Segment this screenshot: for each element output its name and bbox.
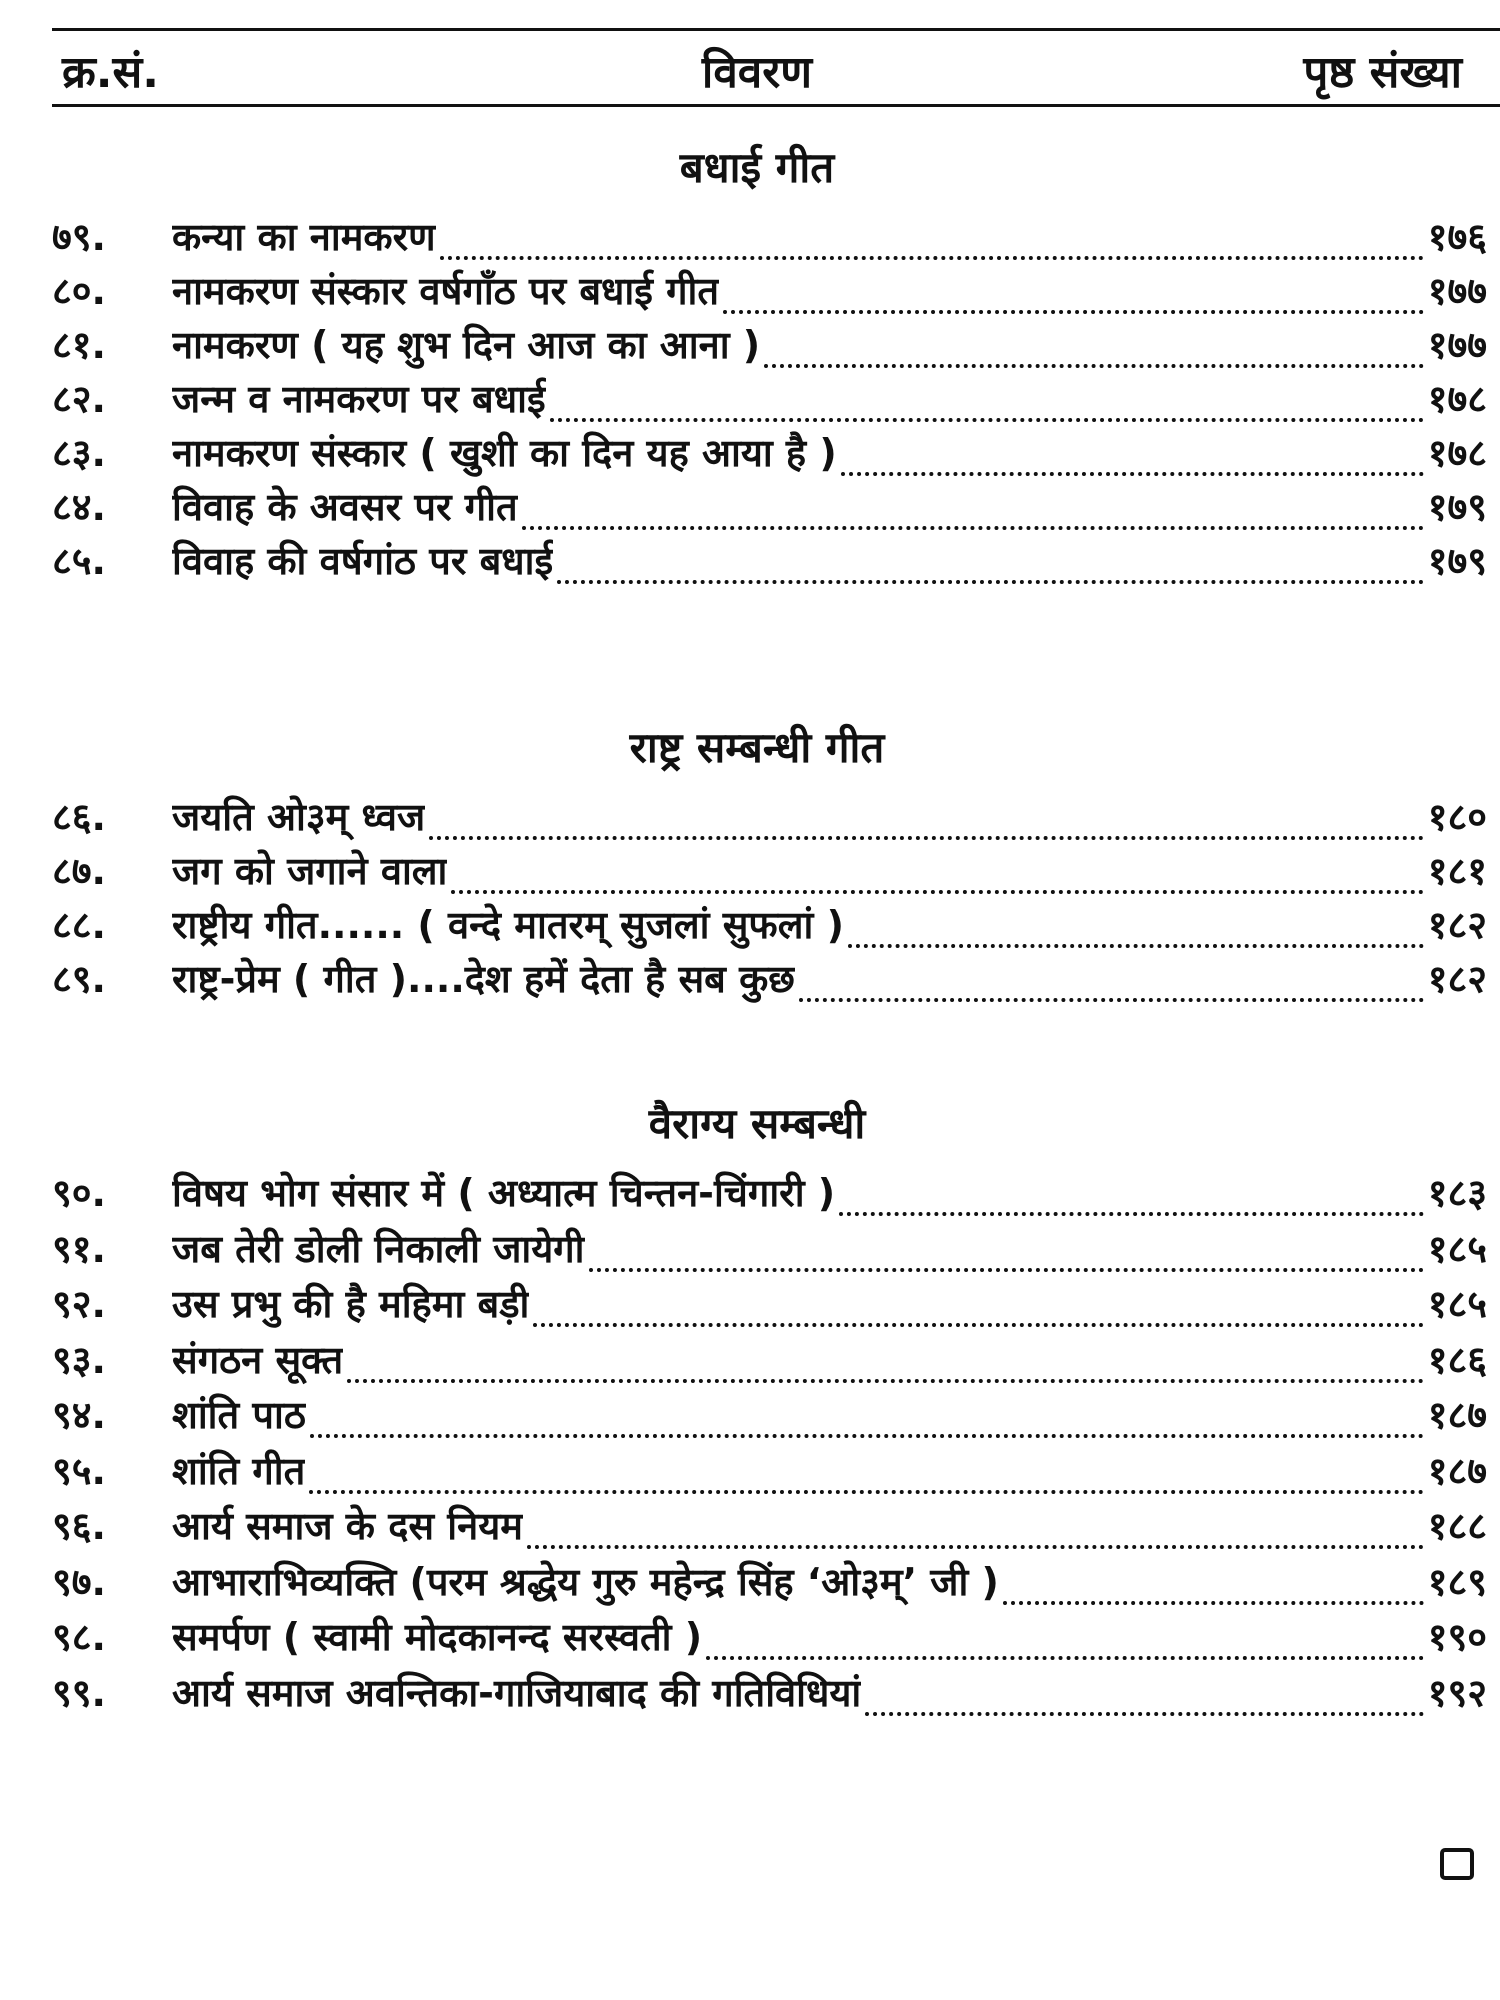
toc-entry (52, 426, 1487, 482)
entry-number: ९४. (52, 1393, 106, 1437)
entry-number: ८४. (52, 485, 106, 529)
dot-leader (1003, 1601, 1424, 1605)
dot-leader (347, 1379, 1424, 1383)
section-title: राष्ट्र सम्बन्धी गीत (629, 723, 885, 772)
entry-number: ८०. (52, 269, 106, 313)
entry-number: ८५. (52, 539, 106, 583)
toc-entry (52, 534, 1487, 590)
entry-title: शांति गीत (172, 1449, 306, 1493)
entry-page-number: १७९ (1427, 485, 1487, 529)
toc-entry (52, 210, 1487, 266)
entry-page-number: १८६ (1427, 1338, 1487, 1382)
header-page-number: पृष्ठ संख्या (1303, 47, 1462, 98)
dot-leader (589, 1268, 1424, 1272)
entry-page-number: १८७ (1427, 1449, 1487, 1493)
entry-number: ८१. (52, 323, 106, 367)
entry-title: विवाह की वर्षगांठ पर बधाई (172, 539, 554, 583)
header-serial-number: क्र.सं. (62, 47, 159, 98)
entry-title: समर्पण ( स्वामी मोदकानन्द सरस्वती ) (172, 1615, 703, 1659)
entry-page-number: १८५ (1427, 1282, 1487, 1326)
toc-entry (52, 1166, 1487, 1222)
toc-entry (52, 1444, 1487, 1500)
dot-leader (799, 998, 1424, 1002)
toc-entry (52, 1555, 1487, 1611)
entry-page-number: १८० (1427, 795, 1487, 839)
entry-number: ९९. (52, 1671, 106, 1715)
dot-leader (839, 1212, 1424, 1216)
entry-page-number: १८८ (1427, 1504, 1487, 1548)
entry-number: ९७. (52, 1560, 106, 1604)
entry-title: विषय भोग संसार में ( अध्यात्म चिन्तन-चिंगारी ) (172, 1171, 836, 1215)
entry-page-number: १८२ (1427, 957, 1487, 1001)
dot-leader (533, 1323, 1423, 1327)
entry-page-number: १८३ (1427, 1171, 1487, 1215)
entry-page-number: १७९ (1427, 539, 1487, 583)
entry-title: शांति पाठ (172, 1393, 306, 1437)
entry-title: जग को जगाने वाला (172, 849, 448, 893)
toc-entry (52, 264, 1487, 320)
entry-title: उस प्रभु की है महिमा बड़ी (172, 1282, 530, 1326)
dot-leader (841, 472, 1424, 476)
entry-page-number: १७८ (1427, 377, 1487, 421)
entry-title: जन्म व नामकरण पर बधाई (172, 377, 546, 421)
entry-page-number: १८१ (1427, 849, 1487, 893)
dot-leader (865, 1712, 1423, 1716)
dot-leader (723, 310, 1424, 314)
section-title: बधाई गीत (679, 143, 835, 192)
entry-number: ८३. (52, 431, 106, 475)
entry-number: ८७. (52, 849, 106, 893)
entry-title: कन्या का नामकरण (172, 215, 436, 259)
entry-page-number: १७६ (1427, 215, 1487, 259)
toc-entry (52, 1222, 1487, 1278)
entry-title: संगठन सूक्त (172, 1338, 344, 1382)
entry-title: विवाह के अवसर पर गीत (172, 485, 518, 529)
entry-title: राष्ट्रीय गीत...... ( वन्दे मातरम् सुजलां सुफलां ) (172, 903, 844, 947)
entry-number: ७९. (52, 215, 106, 259)
toc-entry (52, 952, 1487, 1008)
dot-leader (310, 1434, 1424, 1438)
entry-number: ९८. (52, 1615, 106, 1659)
toc-entry (52, 318, 1487, 374)
section-title: वैराग्य सम्बन्धी (648, 1099, 866, 1148)
entry-title: जयति ओ३म् ध्वज (172, 795, 426, 839)
entry-number: ९३. (52, 1338, 106, 1382)
entry-number: ८८. (52, 903, 106, 947)
dot-leader (706, 1656, 1424, 1660)
toc-entry (52, 1499, 1487, 1555)
dot-leader (451, 890, 1423, 894)
toc-entry (52, 372, 1487, 428)
dot-leader (440, 256, 1424, 260)
entry-page-number: १९२ (1427, 1671, 1487, 1715)
entry-number: ८६. (52, 795, 106, 839)
entry-title: आभाराभिव्यक्ति (परम श्रद्धेय गुरु महेन्द्र सिंह ‘ओ३म्’ जी ) (172, 1560, 999, 1604)
entry-page-number: १८५ (1427, 1227, 1487, 1271)
entry-number: ९०. (52, 1171, 106, 1215)
header-description: विवरण (701, 47, 813, 98)
dot-leader (429, 836, 1424, 840)
entry-page-number: १८९ (1427, 1560, 1487, 1604)
header-rule (52, 104, 1500, 107)
entry-number: ९५. (52, 1449, 106, 1493)
entry-page-number: १९० (1427, 1615, 1487, 1659)
entry-number: ९१. (52, 1227, 106, 1271)
dot-leader (522, 526, 1424, 530)
toc-entry (52, 844, 1487, 900)
toc-entry (52, 1388, 1487, 1444)
entry-title: राष्ट्र-प्रेम ( गीत )....देश हमें देता है सब कुछ (172, 957, 795, 1001)
entry-title: नामकरण संस्कार ( खुशी का दिन यह आया है ) (172, 431, 837, 475)
dot-leader (309, 1490, 1423, 1494)
toc-entry (52, 790, 1487, 846)
entry-page-number: १८२ (1427, 903, 1487, 947)
entry-title: आर्य समाज अवन्तिका-गाजियाबाद की गतिविधियां (172, 1671, 862, 1715)
top-rule (52, 28, 1500, 31)
dot-leader (557, 580, 1424, 584)
end-mark-icon (1440, 1848, 1474, 1880)
entry-title: नामकरण ( यह शुभ दिन आज का आना ) (172, 323, 761, 367)
entry-number: ८२. (52, 377, 106, 421)
entry-title: आर्य समाज के दस नियम (172, 1504, 523, 1548)
entry-page-number: १७७ (1427, 269, 1487, 313)
toc-entry (52, 480, 1487, 536)
dot-leader (527, 1545, 1424, 1549)
table-header (52, 40, 1462, 100)
entry-title: नामकरण संस्कार वर्षगाँठ पर बधाई गीत (172, 269, 720, 313)
entry-page-number: १८७ (1427, 1393, 1487, 1437)
entry-number: ९६. (52, 1504, 106, 1548)
toc-entry (52, 1277, 1487, 1333)
toc-entry (52, 1610, 1487, 1666)
entry-number: ९२. (52, 1282, 106, 1326)
entry-page-number: १७८ (1427, 431, 1487, 475)
entry-number: ८९. (52, 957, 106, 1001)
dot-leader (550, 418, 1424, 422)
toc-entry (52, 1666, 1487, 1722)
entry-title: जब तेरी डोली निकाली जायेगी (172, 1227, 585, 1271)
dot-leader (764, 364, 1424, 368)
toc-entry (52, 1333, 1487, 1389)
dot-leader (848, 944, 1424, 948)
toc-entry (52, 898, 1487, 954)
entry-page-number: १७७ (1427, 323, 1487, 367)
